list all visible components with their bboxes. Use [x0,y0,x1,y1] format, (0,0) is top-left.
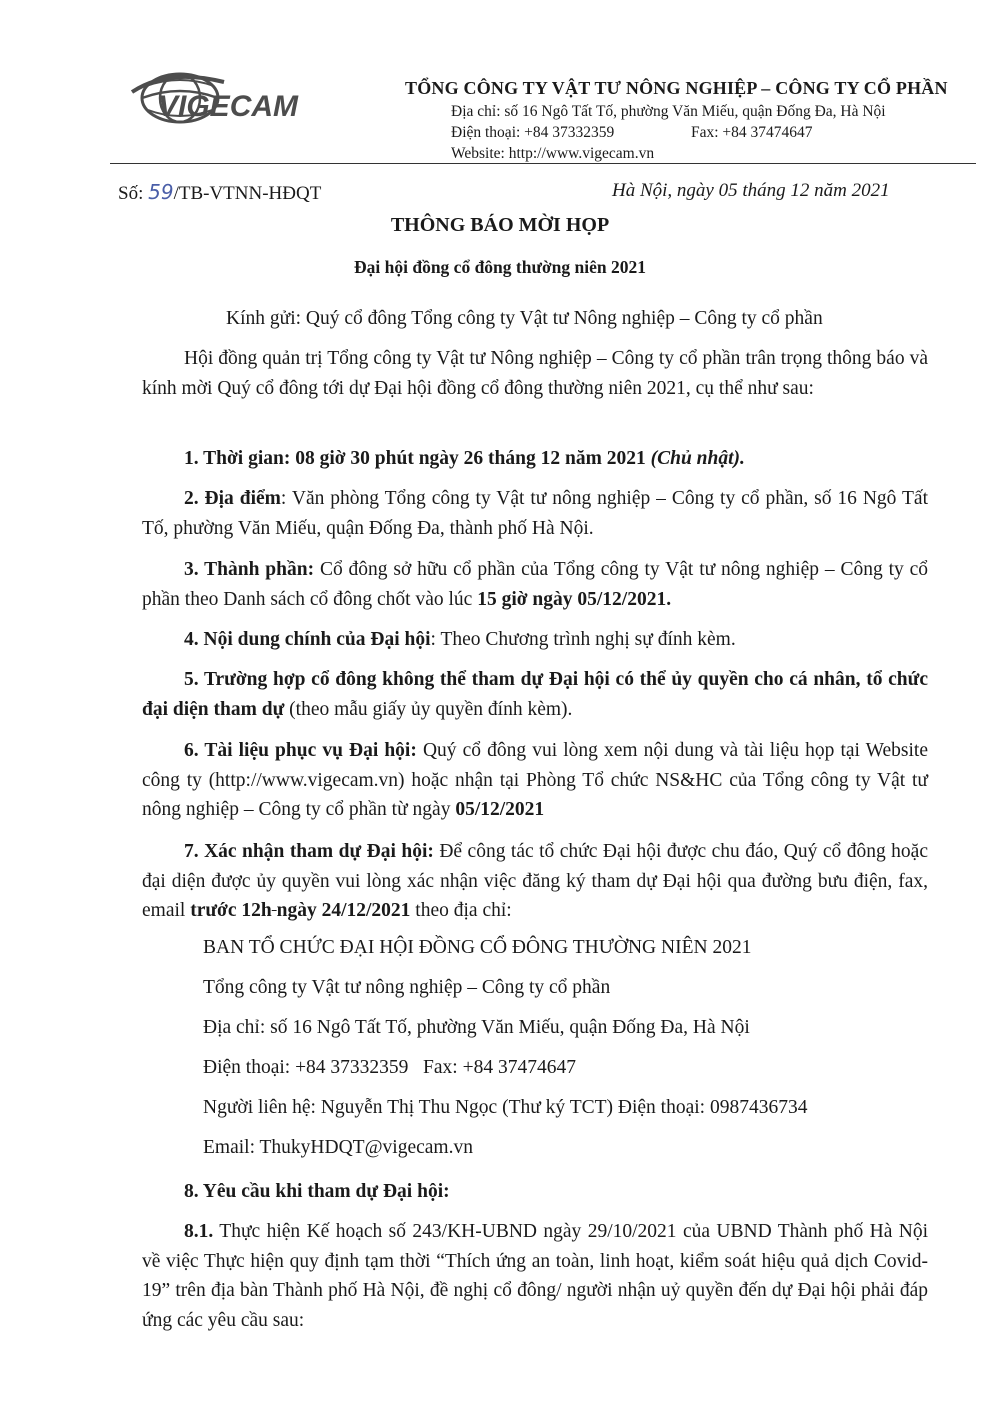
item-requirements [142,1177,928,1207]
company-address: Địa chỉ: số 16 Ngô Tất Tố, phường Văn Miếu, quận Đống Đa, Hà Nội [451,103,886,120]
company-name: TỔNG CÔNG TY VẬT TƯ NÔNG NGHIỆP – CÔNG TY CỔ PHẦN [405,78,948,98]
doc-number-handwritten: 59 [148,180,174,204]
company-website: Website: http://www.vigecam.vn [451,145,655,162]
item-confirmation-deadline: trước 12h [190,900,272,921]
item-content-text: : Theo Chương trình nghị sự đính kèm. [430,629,736,650]
contact-email: Email: ThukyHDQT@vigecam.vn [203,1137,473,1158]
header-divider [110,163,976,164]
item-participants-label: 3. Thành phần: [184,559,315,580]
item-requirements-label: 8. Yêu cầu khi tham dự Đại hội: [184,1181,450,1202]
item-participants-cutoff: 15 giờ ngày 05/12/2021. [477,588,672,610]
document-title: THÔNG BÁO MỜI HỌP [390,214,610,236]
contact-phone-fax: Điện thoại: +84 37332359 Fax: +84 37474647 [203,1057,576,1078]
item-participants [142,555,928,614]
item-proxy-text: (theo mẫu giấy ủy quyền đính kèm). [284,698,573,720]
item-requirements-8-1 [142,1217,928,1335]
contact-person: Người liên hệ: Nguyễn Thị Thu Ngọc (Thư ký TCT) Điện thoại: 0987436734 [203,1097,808,1118]
item-confirmation-text: Để công tác tổ chức Đại hội được chu đáo, Quý cổ đông hoặc đại diện được ủy quyền vui lòng xác nhận việc đăng ký tham dự Đại hội qua đường bưu điện, fax, email [142,841,928,921]
item-documents [142,736,928,825]
item-8-1-label: 8.1. [184,1221,214,1242]
contact-company: Tổng công ty Vật tư nông nghiệp – Công ty cổ phần [203,977,611,998]
item-time [142,444,928,474]
item-time-day: (Chủ nhật). [650,448,745,469]
document-date: Hà Nội, ngày 05 tháng 12 năm 2021 [612,180,890,201]
item-location [142,484,928,543]
document-subtitle: Đại hội đồng cổ đông thường niên 2021 [354,257,646,277]
item-content [142,625,928,655]
item-content-label: 4. Nội dung chính của Đại hội [184,629,431,650]
contact-org: BAN TỔ CHỨC ĐẠI HỘI ĐỒNG CỔ ĐÔNG THƯỜNG NIÊN 2021 [203,937,752,958]
recipient-line: Kính gửi: Quý cổ đông Tổng công ty Vật tư Nông nghiệp – Công ty cổ phần [226,308,823,329]
item-documents-label: 6. Tài liệu phục vụ Đại hội: [184,740,417,761]
item-location-text: : Văn phòng Tổng công ty Vật tư nông nghiệp – Công ty cổ phần, số 16 Ngô Tất Tố, phường Văn Miếu, quận Đống Đa, thành phố Hà Nội. [142,488,928,539]
contact-address: Địa chỉ: số 16 Ngô Tất Tố, phường Văn Miếu, quận Đống Đa, Hà Nội [203,1017,750,1038]
company-fax: Fax: +84 37474647 [691,124,813,141]
document-number [118,180,321,205]
company-info [405,78,965,162]
item-location-label: 2. Địa điểm [184,488,281,509]
item-documents-text: Quý cổ đông vui lòng xem nội dung và tài liệu họp tại Website công ty (http://www.vigecam.vn) hoặc nhận tại Phòng Tổ chức NS&HC của Tổng công ty Vật tư nông nghiệp – Công ty cổ phần từ ngày [142,740,928,820]
item-confirmation-date: ngày 24/12/2021 [276,900,411,921]
item-time-label: 1. Thời gian: 08 giờ 30 phút ngày 26 tháng 12 năm 2021 [184,448,651,469]
item-documents-date: 05/12/2021 [455,799,545,820]
item-proxy-label: 5. Trường hợp cổ đông không thể tham dự Đại hội có thể ủy quyền cho cá nhân, tổ chức đại diện tham dự [142,669,928,720]
item-confirmation-label: 7. Xác nhận tham dự Đại hội: [184,841,434,862]
item-confirmation-tail: theo địa chỉ: [410,900,512,921]
doc-number-suffix: /TB-VTNN-HĐQT [173,183,322,204]
company-logo [128,62,318,142]
globe-logo-icon [128,62,318,142]
logo-text: VIGECAM [158,90,299,123]
item-participants-text: Cổ đông sở hữu cổ phần của Tổng công ty Vật tư nông nghiệp – Công ty cổ phần theo Danh sách cổ đông chốt vào lúc [142,559,929,610]
doc-number-prefix: Số: [118,183,149,204]
intro-paragraph: Hội đồng quản trị Tổng công ty Vật tư Nông nghiệp – Công ty cổ phần trân trọng thông báo và kính mời Quý cổ đông tới dự Đại hội đồng cổ đông thường niên 2021, cụ thể như sau: [142,348,928,399]
item-confirmation [142,837,928,926]
item-proxy [142,665,928,724]
company-phone: Điện thoại: +84 37332359 [451,124,615,141]
item-8-1-text: Thực hiện Kế hoạch số 243/KH-UBND ngày 29/10/2021 của UBND Thành phố Hà Nội về việc Thực hiện quy định tạm thời “Thích ứng an toàn, linh hoạt, kiểm soát hiệu quả dịch Covid-19” trên địa bàn Thành phố Hà Nội, đề nghị cổ đông/ người nhận uỷ quyền đến dự Đại hội phải đáp ứng các yêu cầu sau: [142,1221,928,1331]
